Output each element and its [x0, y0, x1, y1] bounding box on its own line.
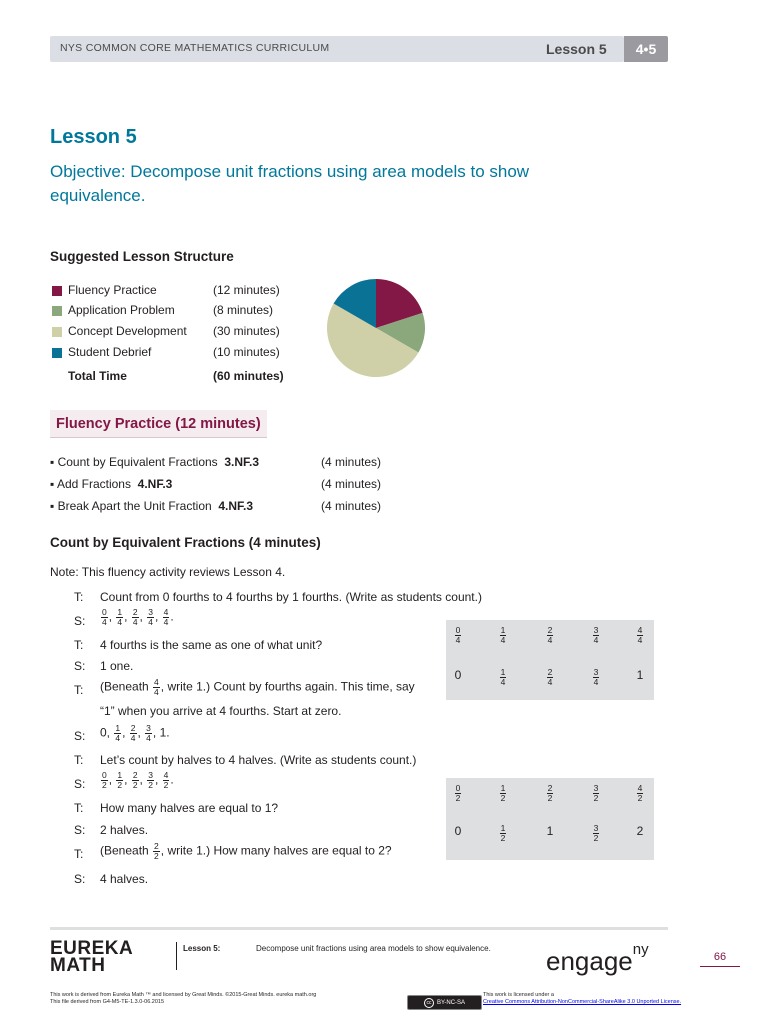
table-cell: $\frac{2}{4}$	[547, 667, 553, 687]
legend-row-fluency	[52, 282, 302, 302]
header-lesson: Lesson 5	[546, 41, 607, 57]
speaker-student: S:	[74, 823, 86, 837]
bullet-standard: 4.NF.3	[218, 499, 254, 513]
table-cell: $\frac{3}{2}$	[593, 783, 599, 803]
table-cell: $\frac{1}{2}$	[500, 823, 506, 843]
student-line-halves: $\frac{0}{2}$ , $\frac{1}{2}$ , $\frac{2}{2}$ , $\frac{3}{2}$ , $\frac{4}{2}$ .	[102, 770, 174, 790]
structure-heading: Suggested Lesson Structure	[50, 249, 234, 264]
header-badge: 4•5	[624, 36, 668, 62]
table-cell: $\frac{2}{4}$	[547, 625, 553, 645]
speaker-teacher: T:	[74, 638, 84, 652]
table-cell: $\frac{3}{4}$	[593, 667, 599, 687]
speaker-teacher: T:	[74, 683, 84, 697]
license-text: This work is licensed under a Creative Commons Attribution-NonCommercial-ShareAlike 3.0 Unported License.	[483, 992, 682, 1005]
table-cell: 0	[454, 668, 462, 682]
speaker-student: S:	[74, 777, 86, 791]
table-cell: 0	[454, 824, 462, 838]
objective: Objective: Decompose unit fractions using area models to show equivalence.	[50, 162, 530, 205]
speaker-teacher: T:	[74, 590, 84, 604]
footer-lesson: Lesson 5:	[183, 944, 221, 953]
speaker-student: S:	[74, 614, 86, 628]
bullet-text: Count by Equivalent Fractions	[57, 455, 218, 469]
legend-time: (12 minutes)	[213, 283, 280, 297]
section-heading: Count by Equivalent Fractions (4 minutes)	[50, 535, 321, 550]
footer-description: Decompose unit fractions using area models to show equivalence.	[256, 944, 491, 953]
eureka-math-logo: EUREKA MATH	[50, 938, 134, 976]
speaker-teacher: T:	[74, 801, 84, 815]
total-label: Total Time	[68, 369, 127, 383]
engageny-logo: engage$^{ny}$	[546, 941, 649, 976]
teacher-line: (Beneath $\frac{4}{4}$ , write 1.) Count by fourths again. This time, say	[100, 677, 415, 697]
total-time-row	[52, 369, 302, 389]
footer-rule	[50, 927, 668, 930]
bullet-standard: 4.NF.3	[137, 477, 173, 491]
footer-separator	[176, 942, 177, 970]
legend-time: (8 minutes)	[213, 303, 274, 317]
teacher-line: How many halves are equal to 1?	[100, 801, 279, 815]
table-cell: $\frac{4}{2}$	[637, 783, 643, 803]
teacher-line: Count from 0 fourths to 4 fourths by 1 fourths. (Write as students count.)	[100, 590, 482, 604]
fluency-bullet: ▪ Count by Equivalent Fractions 3.NF.3 (4 minutes)	[50, 455, 382, 469]
teacher-line: Let’s count by halves to 4 halves. (Write as students count.)	[100, 753, 417, 767]
student-line: 4 halves.	[100, 872, 149, 886]
speaker-student: S:	[74, 872, 86, 886]
table-cell: $\frac{0}{4}$	[455, 625, 461, 645]
section-note: Note: This fluency activity reviews Lesson 4.	[50, 565, 286, 579]
speaker-student: S:	[74, 659, 86, 673]
footer-fineprint: This work is derived from Eureka Math ™ and licensed by Great Minds. ©2015-Great Minds. eureka math.org This file derived from G4-M5-TE-1.3.0-06.2015	[50, 992, 317, 1005]
header-curriculum: NYS COMMON CORE MATHEMATICS CURRICULUM	[60, 42, 330, 54]
bullet-time: (4 minutes)	[321, 455, 382, 469]
legend-time: (30 minutes)	[213, 324, 280, 338]
legend-row-concept	[52, 323, 302, 343]
student-line: 2 halves.	[100, 823, 149, 837]
table-cell: $\frac{2}{2}$	[547, 783, 553, 803]
table-cell: $\frac{1}{4}$	[500, 667, 506, 687]
table-cell: $\frac{3}{2}$	[593, 823, 599, 843]
table-cell: 1	[546, 824, 554, 838]
table-cell: $\frac{1}{2}$	[500, 783, 506, 803]
student-line: 0, $\frac{1}{4}$ , $\frac{2}{4}$ , $\frac{3}{4}$ , 1.	[100, 723, 170, 743]
student-line-fourths: $\frac{0}{4}$ , $\frac{1}{4}$ , $\frac{2}{4}$ , $\frac{3}{4}$ , $\frac{4}{4}$ .	[102, 607, 174, 627]
legend-swatch	[52, 286, 62, 296]
fourths-table	[446, 620, 654, 700]
teacher-line-continued: “1” when you arrive at 4 fourths. Start at zero.	[100, 704, 342, 718]
bullet-text: Break Apart the Unit Fraction	[57, 499, 212, 513]
speaker-teacher: T:	[74, 753, 84, 767]
bullet-time: (4 minutes)	[321, 499, 382, 513]
legend-time: (10 minutes)	[213, 345, 280, 359]
legend-label: Fluency Practice	[68, 283, 157, 297]
speaker-teacher: T:	[74, 847, 84, 861]
table-cell: $\frac{1}{4}$	[500, 625, 506, 645]
legend-swatch	[52, 348, 62, 358]
lesson-title: Lesson 5	[50, 126, 137, 148]
fluency-bullet: ▪ Add Fractions 4.NF.3 (4 minutes)	[50, 477, 382, 491]
fluency-bullet: ▪ Break Apart the Unit Fraction 4.NF.3 (4 minutes)	[50, 499, 382, 513]
legend-swatch	[52, 327, 62, 337]
total-time: (60 minutes)	[213, 369, 284, 383]
teacher-line: (Beneath $\frac{2}{2}$ , write 1.) How many halves are equal to 2?	[100, 841, 392, 861]
table-cell: $\frac{3}{4}$	[593, 625, 599, 645]
cc-license-badge: cc BY-NC-SA	[407, 995, 482, 1010]
legend-label: Application Problem	[68, 303, 175, 317]
bullet-text: Add Fractions	[56, 477, 131, 491]
student-line: 1 one.	[100, 659, 134, 673]
lesson-structure-pie-chart	[326, 278, 426, 378]
legend-row-application	[52, 302, 302, 322]
table-cell: $\frac{4}{4}$	[637, 625, 643, 645]
table-cell: $\frac{0}{2}$	[455, 783, 461, 803]
legend-label: Concept Development	[68, 324, 187, 338]
bullet-standard: 3.NF.3	[224, 455, 260, 469]
legend-row-debrief	[52, 344, 302, 364]
bullet-time: (4 minutes)	[321, 477, 382, 491]
halves-table	[446, 778, 654, 860]
fluency-practice-heading: Fluency Practice (12 minutes)	[50, 410, 267, 438]
table-cell: 1	[636, 668, 644, 682]
legend-label: Student Debrief	[68, 345, 152, 359]
table-cell: 2	[636, 824, 644, 838]
page-number: 66	[700, 951, 740, 967]
speaker-student: S:	[74, 729, 86, 743]
teacher-line: 4 fourths is the same as one of what unit?	[100, 638, 323, 652]
license-link[interactable]: Creative Commons Attribution-NonCommercial-ShareAlike 3.0 Unported License.	[483, 999, 682, 1005]
cc-icon: cc	[424, 998, 434, 1008]
legend-swatch	[52, 306, 62, 316]
